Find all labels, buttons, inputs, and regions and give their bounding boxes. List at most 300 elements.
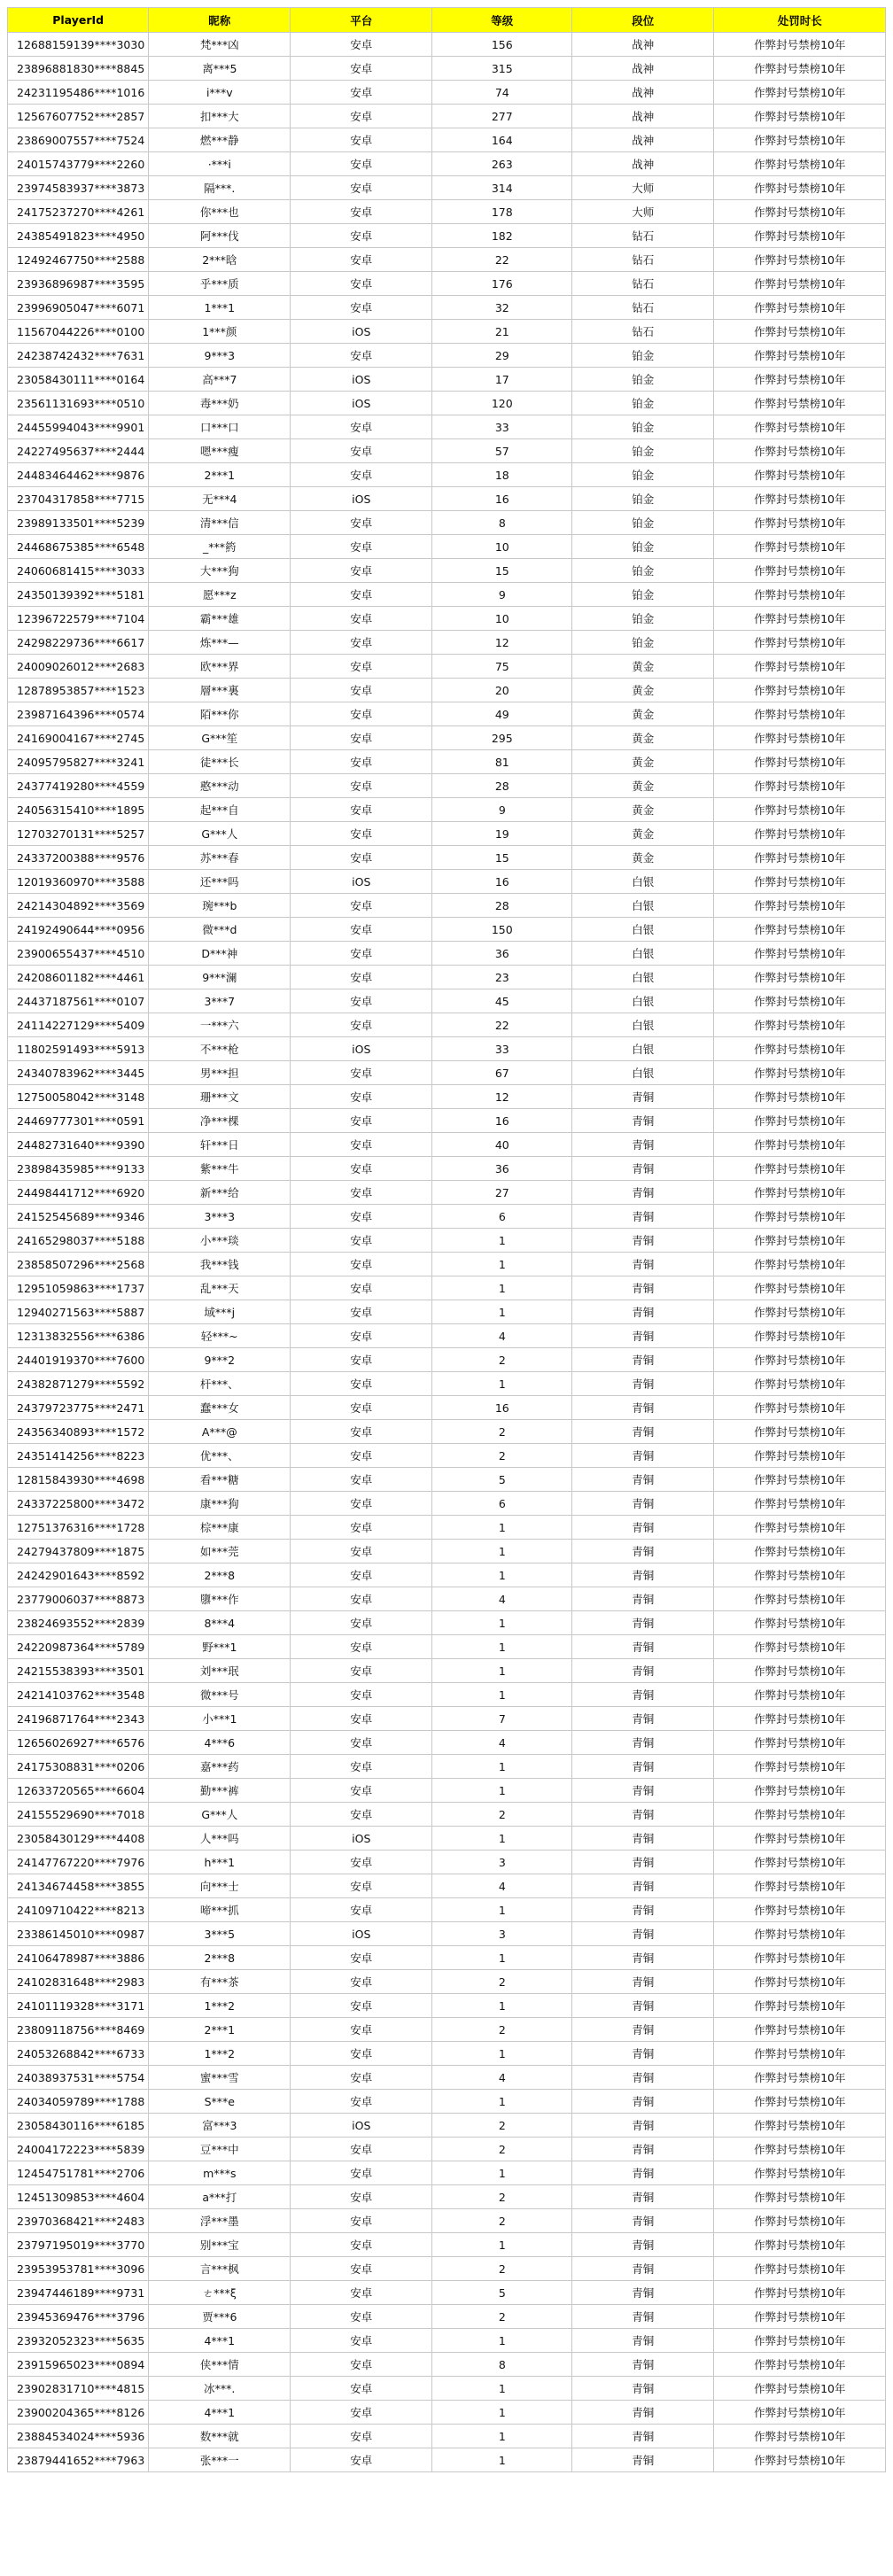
rank-cell: 青铜: [572, 1587, 714, 1611]
player-id-cell: 24455994043****9901: [8, 415, 149, 439]
player-id-cell: 24215538393****3501: [8, 1659, 149, 1683]
level-cell: 81: [432, 750, 572, 774]
player-id-cell: 24147767220****7976: [8, 1851, 149, 1874]
table-row: [8, 2329, 886, 2353]
rank-cell: 青铜: [572, 2257, 714, 2281]
player-id-cell: 24498441712****6920: [8, 1181, 149, 1205]
level-cell: 22: [432, 1013, 572, 1037]
table-row: [8, 1994, 886, 2018]
rank-cell: 青铜: [572, 1468, 714, 1492]
level-cell: 2: [432, 2185, 572, 2209]
nickname-cell: 轻***~: [149, 1324, 291, 1348]
nickname-cell: 1***2: [149, 1994, 291, 2018]
platform-cell: 安卓: [291, 1133, 432, 1157]
player-id-cell: 24231195486****1016: [8, 81, 149, 105]
table-row: [8, 1444, 886, 1468]
rank-cell: 青铜: [572, 1898, 714, 1922]
player-id-cell: 12396722579****7104: [8, 607, 149, 631]
rank-cell: 黄金: [572, 702, 714, 726]
rank-cell: 青铜: [572, 2353, 714, 2377]
level-cell: 57: [432, 439, 572, 463]
rank-cell: 青铜: [572, 1133, 714, 1157]
nickname-cell: 2***1: [149, 463, 291, 487]
penalty-cell: 作弊封号禁榜10年: [714, 1348, 886, 1372]
platform-cell: 安卓: [291, 2138, 432, 2161]
player-id-cell: 23989133501****5239: [8, 511, 149, 535]
nickname-cell: 冰***.: [149, 2377, 291, 2401]
nickname-cell: 勤***裤: [149, 1779, 291, 1803]
table-row: [8, 1372, 886, 1396]
nickname-cell: 4***1: [149, 2329, 291, 2353]
platform-cell: 安卓: [291, 176, 432, 200]
platform-cell: 安卓: [291, 272, 432, 296]
table-row: [8, 2257, 886, 2281]
rank-cell: 黄金: [572, 655, 714, 679]
level-cell: 45: [432, 989, 572, 1013]
rank-cell: 黄金: [572, 774, 714, 798]
platform-cell: 安卓: [291, 200, 432, 224]
player-id-cell: 24350139392****5181: [8, 583, 149, 607]
rank-cell: 青铜: [572, 1085, 714, 1109]
platform-cell: 安卓: [291, 415, 432, 439]
table-row: [8, 583, 886, 607]
table-row: [8, 1229, 886, 1253]
penalty-cell: 作弊封号禁榜10年: [714, 1420, 886, 1444]
penalty-cell: 作弊封号禁榜10年: [714, 1851, 886, 1874]
penalty-cell: 作弊封号禁榜10年: [714, 2209, 886, 2233]
player-id-cell: 23797195019****3770: [8, 2233, 149, 2257]
player-id-cell: 24095795827****3241: [8, 750, 149, 774]
rank-cell: 青铜: [572, 1851, 714, 1874]
nickname-cell: 杆***、: [149, 1372, 291, 1396]
rank-cell: 青铜: [572, 1444, 714, 1468]
platform-cell: 安卓: [291, 774, 432, 798]
nickname-cell: h***1: [149, 1851, 291, 1874]
player-id-cell: 24114227129****5409: [8, 1013, 149, 1037]
player-id-cell: 23987164396****0574: [8, 702, 149, 726]
penalty-cell: 作弊封号禁榜10年: [714, 2281, 886, 2305]
player-id-cell: 23869007557****7524: [8, 128, 149, 152]
player-id-cell: 12951059863****1737: [8, 1276, 149, 1300]
platform-cell: 安卓: [291, 1396, 432, 1420]
player-id-cell: 23704317858****7715: [8, 487, 149, 511]
penalty-cell: 作弊封号禁榜10年: [714, 1085, 886, 1109]
nickname-cell: 一***六: [149, 1013, 291, 1037]
nickname-cell: a***打: [149, 2185, 291, 2209]
rank-cell: 铂金: [572, 463, 714, 487]
rank-cell: 战神: [572, 81, 714, 105]
table-row: [8, 2209, 886, 2233]
rank-cell: 青铜: [572, 2066, 714, 2090]
nickname-cell: 毒***奶: [149, 392, 291, 415]
penalty-cell: 作弊封号禁榜10年: [714, 1300, 886, 1324]
rank-cell: 青铜: [572, 1659, 714, 1683]
platform-cell: 安卓: [291, 2066, 432, 2090]
platform-cell: 安卓: [291, 439, 432, 463]
nickname-cell: 离***5: [149, 57, 291, 81]
platform-cell: 安卓: [291, 918, 432, 942]
rank-cell: 铂金: [572, 631, 714, 655]
platform-cell: 安卓: [291, 1061, 432, 1085]
table-row: [8, 535, 886, 559]
penalty-cell: 作弊封号禁榜10年: [714, 798, 886, 822]
nickname-cell: 徒***长: [149, 750, 291, 774]
player-id-cell: 23974583937****3873: [8, 176, 149, 200]
player-id-cell: 12815843930****4698: [8, 1468, 149, 1492]
player-id-cell: 23058430129****4408: [8, 1827, 149, 1851]
rank-cell: 铂金: [572, 487, 714, 511]
nickname-cell: 言***枫: [149, 2257, 291, 2281]
level-cell: 36: [432, 942, 572, 966]
table-row: [8, 2377, 886, 2401]
penalty-cell: 作弊封号禁榜10年: [714, 750, 886, 774]
level-cell: 8: [432, 2353, 572, 2377]
table-row: [8, 822, 886, 846]
rank-cell: 战神: [572, 152, 714, 176]
penalty-cell: 作弊封号禁榜10年: [714, 33, 886, 57]
level-cell: 315: [432, 57, 572, 81]
level-cell: 27: [432, 1181, 572, 1205]
nickname-cell: 新***给: [149, 1181, 291, 1205]
platform-cell: 安卓: [291, 2425, 432, 2448]
table-row: [8, 1851, 886, 1874]
nickname-cell: 嗯***瘦: [149, 439, 291, 463]
rank-cell: 青铜: [572, 1635, 714, 1659]
player-id-cell: 23779006037****8873: [8, 1587, 149, 1611]
table-row: [8, 1324, 886, 1348]
rank-cell: 青铜: [572, 2209, 714, 2233]
platform-cell: 安卓: [291, 1540, 432, 1563]
nickname-cell: 4***1: [149, 2401, 291, 2425]
rank-cell: 战神: [572, 33, 714, 57]
nickname-cell: 康***狗: [149, 1492, 291, 1516]
player-id-cell: 24109710422****8213: [8, 1898, 149, 1922]
player-id-cell: 23879441652****7963: [8, 2448, 149, 2472]
penalty-cell: 作弊封号禁榜10年: [714, 1372, 886, 1396]
penalty-cell: 作弊封号禁榜10年: [714, 1611, 886, 1635]
rank-cell: 青铜: [572, 2305, 714, 2329]
level-cell: 178: [432, 200, 572, 224]
platform-cell: 安卓: [291, 1683, 432, 1707]
penalty-cell: 作弊封号禁榜10年: [714, 57, 886, 81]
rank-cell: 青铜: [572, 1970, 714, 1994]
platform-cell: 安卓: [291, 128, 432, 152]
penalty-cell: 作弊封号禁榜10年: [714, 320, 886, 344]
penalty-cell: 作弊封号禁榜10年: [714, 894, 886, 918]
platform-cell: 安卓: [291, 1109, 432, 1133]
rank-cell: 青铜: [572, 1540, 714, 1563]
rank-cell: 青铜: [572, 2448, 714, 2472]
nickname-cell: 隳***作: [149, 1587, 291, 1611]
platform-cell: 安卓: [291, 224, 432, 248]
table-row: [8, 966, 886, 989]
penalty-cell: 作弊封号禁榜10年: [714, 2042, 886, 2066]
penalty-cell: 作弊封号禁榜10年: [714, 1253, 886, 1276]
player-id-cell: 12656026927****6576: [8, 1731, 149, 1755]
penalty-cell: 作弊封号禁榜10年: [714, 1013, 886, 1037]
platform-cell: 安卓: [291, 2090, 432, 2114]
table-row: [8, 344, 886, 368]
level-cell: 2: [432, 2138, 572, 2161]
rank-cell: 青铜: [572, 1253, 714, 1276]
table-row: [8, 726, 886, 750]
level-cell: 28: [432, 774, 572, 798]
table-row: [8, 1659, 886, 1683]
platform-cell: 安卓: [291, 631, 432, 655]
rank-cell: 青铜: [572, 2377, 714, 2401]
level-cell: 1: [432, 1253, 572, 1276]
penalty-cell: 作弊封号禁榜10年: [714, 702, 886, 726]
penalty-cell: 作弊封号禁榜10年: [714, 1874, 886, 1898]
platform-cell: 安卓: [291, 1229, 432, 1253]
nickname-cell: 小***1: [149, 1707, 291, 1731]
penalty-cell: 作弊封号禁榜10年: [714, 1994, 886, 2018]
penalty-cell: 作弊封号禁榜10年: [714, 415, 886, 439]
table-row: [8, 511, 886, 535]
platform-cell: 安卓: [291, 1755, 432, 1779]
table-row: [8, 1683, 886, 1707]
table-row: [8, 272, 886, 296]
player-id-cell: 23936896987****3595: [8, 272, 149, 296]
nickname-cell: 数***就: [149, 2425, 291, 2448]
penalty-cell: 作弊封号禁榜10年: [714, 200, 886, 224]
platform-cell: 安卓: [291, 296, 432, 320]
platform-cell: 安卓: [291, 1851, 432, 1874]
player-id-cell: 24060681415****3033: [8, 559, 149, 583]
level-cell: 1: [432, 1276, 572, 1300]
table-row: [8, 392, 886, 415]
penalty-cell: 作弊封号禁榜10年: [714, 822, 886, 846]
player-id-cell: 24101119328****3171: [8, 1994, 149, 2018]
table-row: [8, 1037, 886, 1061]
rank-cell: 青铜: [572, 2329, 714, 2353]
rank-cell: 铂金: [572, 607, 714, 631]
platform-cell: 安卓: [291, 2353, 432, 2377]
rank-cell: 大师: [572, 176, 714, 200]
platform-cell: 安卓: [291, 81, 432, 105]
level-cell: 1: [432, 1563, 572, 1587]
table-row: [8, 1635, 886, 1659]
level-cell: 2: [432, 1803, 572, 1827]
level-cell: 19: [432, 822, 572, 846]
platform-cell: 安卓: [291, 1468, 432, 1492]
level-cell: 5: [432, 1468, 572, 1492]
rank-cell: 青铜: [572, 2425, 714, 2448]
rank-cell: 钻石: [572, 272, 714, 296]
table-row: [8, 1946, 886, 1970]
level-cell: 1: [432, 2329, 572, 2353]
nickname-cell: 还***吗: [149, 870, 291, 894]
rank-cell: 青铜: [572, 1874, 714, 1898]
penalty-cell: 作弊封号禁榜10年: [714, 726, 886, 750]
player-id-cell: 23996905047****6071: [8, 296, 149, 320]
platform-cell: 安卓: [291, 1731, 432, 1755]
rank-cell: 青铜: [572, 2281, 714, 2305]
nickname-cell: m***s: [149, 2161, 291, 2185]
penalty-cell: 作弊封号禁榜10年: [714, 774, 886, 798]
header-platform: 平台: [291, 8, 432, 33]
level-cell: 2: [432, 2257, 572, 2281]
nickname-cell: 苏***春: [149, 846, 291, 870]
player-id-cell: 24382871279****5592: [8, 1372, 149, 1396]
table-row: [8, 774, 886, 798]
table-row: [8, 415, 886, 439]
penalty-cell: 作弊封号禁榜10年: [714, 1946, 886, 1970]
level-cell: 1: [432, 2377, 572, 2401]
level-cell: 10: [432, 535, 572, 559]
nickname-cell: 3***7: [149, 989, 291, 1013]
level-cell: 4: [432, 1587, 572, 1611]
table-row: [8, 487, 886, 511]
penalty-cell: 作弊封号禁榜10年: [714, 2377, 886, 2401]
penalty-cell: 作弊封号禁榜10年: [714, 846, 886, 870]
player-id-cell: 24015743779****2260: [8, 152, 149, 176]
penalty-cell: 作弊封号禁榜10年: [714, 942, 886, 966]
table-row: [8, 2042, 886, 2066]
level-cell: 12: [432, 631, 572, 655]
header-rank: 段位: [572, 8, 714, 33]
platform-cell: 安卓: [291, 2329, 432, 2353]
level-cell: 22: [432, 248, 572, 272]
table-row: [8, 128, 886, 152]
nickname-cell: 起***自: [149, 798, 291, 822]
level-cell: 33: [432, 415, 572, 439]
level-cell: 1: [432, 2401, 572, 2425]
nickname-cell: 无***4: [149, 487, 291, 511]
penalty-cell: 作弊封号禁榜10年: [714, 989, 886, 1013]
player-id-cell: 24298229736****6617: [8, 631, 149, 655]
player-id-cell: 24242901643****8592: [8, 1563, 149, 1587]
rank-cell: 白银: [572, 966, 714, 989]
table-row: [8, 989, 886, 1013]
player-id-cell: 23058430111****0164: [8, 368, 149, 392]
nickname-cell: D***神: [149, 942, 291, 966]
penalty-cell: 作弊封号禁榜10年: [714, 1827, 886, 1851]
level-cell: 182: [432, 224, 572, 248]
rank-cell: 白银: [572, 1037, 714, 1061]
level-cell: 1: [432, 1516, 572, 1540]
ban-list-table: [7, 7, 886, 2472]
level-cell: 3: [432, 1851, 572, 1874]
penalty-cell: 作弊封号禁榜10年: [714, 1898, 886, 1922]
level-cell: 4: [432, 1731, 572, 1755]
level-cell: 1: [432, 2090, 572, 2114]
penalty-cell: 作弊封号禁榜10年: [714, 1803, 886, 1827]
player-id-cell: 24175237270****4261: [8, 200, 149, 224]
level-cell: 32: [432, 296, 572, 320]
platform-cell: 安卓: [291, 2448, 432, 2472]
penalty-cell: 作弊封号禁榜10年: [714, 2090, 886, 2114]
player-id-cell: 24379723775****2471: [8, 1396, 149, 1420]
nickname-cell: 琬***b: [149, 894, 291, 918]
rank-cell: 铂金: [572, 415, 714, 439]
table-row: [8, 2018, 886, 2042]
platform-cell: 安卓: [291, 1994, 432, 2018]
platform-cell: 安卓: [291, 1157, 432, 1181]
player-id-cell: 24401919370****7600: [8, 1348, 149, 1372]
level-cell: 1: [432, 1994, 572, 2018]
nickname-cell: 乱***天: [149, 1276, 291, 1300]
level-cell: 1: [432, 1779, 572, 1803]
nickname-cell: 阿***伐: [149, 224, 291, 248]
rank-cell: 铂金: [572, 368, 714, 392]
rank-cell: 白银: [572, 1061, 714, 1085]
rank-cell: 白银: [572, 1013, 714, 1037]
platform-cell: 安卓: [291, 750, 432, 774]
platform-cell: 安卓: [291, 1420, 432, 1444]
level-cell: 2: [432, 2114, 572, 2138]
level-cell: 164: [432, 128, 572, 152]
penalty-cell: 作弊封号禁榜10年: [714, 1635, 886, 1659]
table-row: [8, 248, 886, 272]
penalty-cell: 作弊封号禁榜10年: [714, 1181, 886, 1205]
platform-cell: 安卓: [291, 463, 432, 487]
nickname-cell: 富***3: [149, 2114, 291, 2138]
nickname-cell: 别***宝: [149, 2233, 291, 2257]
nickname-cell: 刘***珉: [149, 1659, 291, 1683]
nickname-cell: 贾***6: [149, 2305, 291, 2329]
level-cell: 1: [432, 1755, 572, 1779]
level-cell: 4: [432, 1874, 572, 1898]
level-cell: 9: [432, 798, 572, 822]
rank-cell: 青铜: [572, 1731, 714, 1755]
nickname-cell: 9***3: [149, 344, 291, 368]
level-cell: 3: [432, 1922, 572, 1946]
rank-cell: 青铜: [572, 1300, 714, 1324]
table-row: [8, 2425, 886, 2448]
level-cell: 295: [432, 726, 572, 750]
level-cell: 1: [432, 1300, 572, 1324]
player-id-cell: 11567044226****0100: [8, 320, 149, 344]
penalty-cell: 作弊封号禁榜10年: [714, 1276, 886, 1300]
table-row: [8, 2138, 886, 2161]
penalty-cell: 作弊封号禁榜10年: [714, 2233, 886, 2257]
table-row: [8, 1420, 886, 1444]
player-id-cell: 24196871764****2343: [8, 1707, 149, 1731]
player-id-cell: 24106478987****3886: [8, 1946, 149, 1970]
player-id-cell: 11802591493****5913: [8, 1037, 149, 1061]
table-row: [8, 2448, 886, 2472]
penalty-cell: 作弊封号禁榜10年: [714, 607, 886, 631]
table-row: [8, 1540, 886, 1563]
nickname-cell: 層***裏: [149, 679, 291, 702]
penalty-cell: 作弊封号禁榜10年: [714, 1922, 886, 1946]
rank-cell: 白银: [572, 894, 714, 918]
player-id-cell: 24337200388****9576: [8, 846, 149, 870]
level-cell: 1: [432, 2042, 572, 2066]
penalty-cell: 作弊封号禁榜10年: [714, 176, 886, 200]
table-row: [8, 2281, 886, 2305]
penalty-cell: 作弊封号禁榜10年: [714, 679, 886, 702]
platform-cell: 安卓: [291, 2233, 432, 2257]
platform-cell: 安卓: [291, 2377, 432, 2401]
penalty-cell: 作弊封号禁榜10年: [714, 1133, 886, 1157]
player-id-cell: 12492467750****2588: [8, 248, 149, 272]
rank-cell: 青铜: [572, 1492, 714, 1516]
platform-cell: 安卓: [291, 1563, 432, 1587]
table-row: [8, 559, 886, 583]
rank-cell: 青铜: [572, 2161, 714, 2185]
player-id-cell: 24038937531****5754: [8, 2066, 149, 2090]
penalty-cell: 作弊封号禁榜10年: [714, 248, 886, 272]
table-row: [8, 2233, 886, 2257]
platform-cell: 安卓: [291, 1181, 432, 1205]
level-cell: 1: [432, 1611, 572, 1635]
player-id-cell: 12633720565****6604: [8, 1779, 149, 1803]
rank-cell: 白银: [572, 870, 714, 894]
penalty-cell: 作弊封号禁榜10年: [714, 1755, 886, 1779]
table-row: [8, 57, 886, 81]
